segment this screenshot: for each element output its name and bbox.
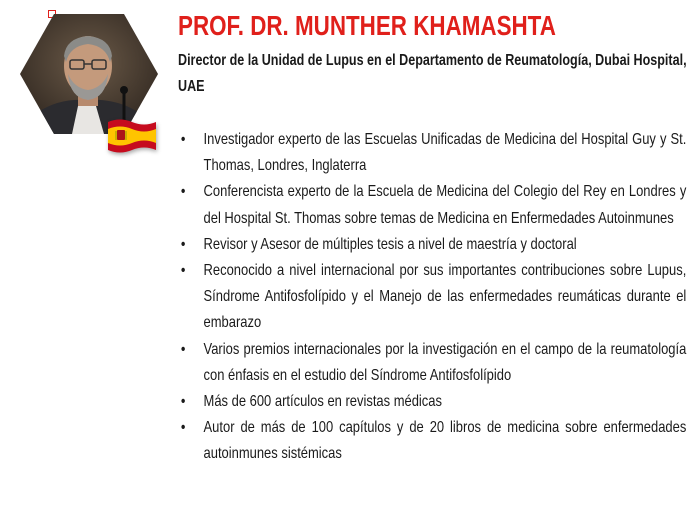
speaker-name: PROF. DR. MUNTHER KHAMASHTA <box>178 10 556 41</box>
bullet-icon: • <box>180 235 186 253</box>
bullet-icon: • <box>180 131 186 148</box>
list-item-text: Investigador experto de las Escuelas Unificadas de Medicina del Hospital Guy y St. Thomas, Londres, Inglaterra <box>203 131 687 175</box>
list-item <box>176 179 686 231</box>
list-item-text: Conferencista experto de la Escuela de Medicina del Colegio del Rey en Londres y del Hospital St. Thomas sobre temas de Medicina en Enfermedades Autoinmunes <box>203 183 687 227</box>
list-item-text: Revisor y Asesor de múltiples tesis a nivel de maestría y doctoral <box>203 235 577 253</box>
bullet-icon: • <box>180 183 186 201</box>
list-item <box>176 415 686 467</box>
spain-flag-icon <box>106 116 158 154</box>
list-item <box>176 127 686 179</box>
list-item-text: Varios premios internacionales por la investigación en el campo de la reumatología con énfasis en el estudio del Síndrome Antifosfolípido <box>203 340 687 384</box>
credentials-list <box>176 127 686 468</box>
bullet-icon: • <box>180 340 186 358</box>
speaker-role: Director de la Unidad de Lupus en el Departamento de Reumatología, Dubai Hospital, UAE <box>178 52 687 95</box>
bullet-icon: • <box>180 419 186 437</box>
list-item-text: Reconocido a nivel internacional por sus importantes contribuciones sobre Lupus, Síndrome Antifosfolípido y el Manejo de las enfermedades reumáticas durante el embarazo <box>203 262 687 332</box>
list-item-text: Más de 600 artículos en revistas médicas <box>203 393 442 411</box>
list-item-text: Autor de más de 100 capítulos y de 20 libros de medicina sobre enfermedades autoinmunes sistémicas <box>203 419 687 463</box>
bullet-icon: • <box>180 262 186 280</box>
bullet-icon: • <box>180 393 186 411</box>
list-item <box>176 389 686 415</box>
list-item <box>176 232 686 258</box>
list-item <box>176 258 686 337</box>
list-item <box>176 337 686 389</box>
